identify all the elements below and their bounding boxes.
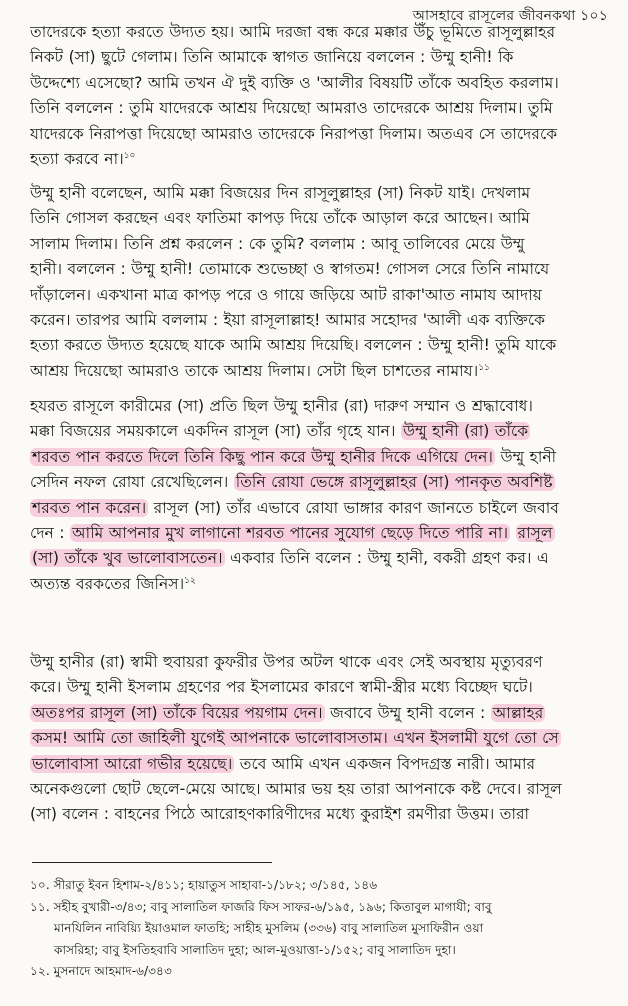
highlighted-text: আমি আপনার মুখ লাগানো শরবত পানের সুযোগ ছেড়ে দিতে পারি না।: [72, 524, 509, 543]
highlighted-text: অতঃপর রাসূল (সা) তাঁকে বিয়ের পয়গাম দেন।: [32, 703, 323, 722]
footnote-line: ১১. সহীহ বুখারী-৩/৪৩; বাবু সালাতিল ফাজরি ফিস সাফর-৬/১৯৫, ১৯৬; কিতাবুল মাগাযী; বাবু: [30, 899, 492, 914]
footnote-line: কাসরিহা; বাবু ইসতিহবাবি সালাতিদ দুহা; আল-মুওয়াত্তা-১/১৫২; বাবু সালাতিদ দুহা।: [54, 942, 456, 957]
footnote-line: মানযিলিন নাবিয়্যি ইয়াওমাল ফাতহি; সাহীহ মুসলিম (৩৩৬) বাবু সালাতিল মুসাফিরীন ওয়া: [54, 921, 484, 935]
text-line: করে। উম্মু হানী ইসলাম গ্রহণের পর ইসলামের কারণে স্বামী-স্ত্রীর মধ্যে বিচ্ছেদ ঘটে।: [30, 678, 533, 697]
text-line: ভালোবাসা আরো গভীর হয়েছে। তবে আমি এখন একজন বিপদগ্রস্ত নারী। আমার: [32, 754, 536, 773]
highlighted-text: উম্মু হানী (রা) তাঁকে: [402, 422, 529, 441]
paragraph-2: [30, 181, 610, 384]
footnote-ref: ১২: [184, 575, 196, 586]
text-line: অত্যন্ত বরকতের জিনিস।$^{১২}$: [30, 574, 196, 593]
text-line: সালাম দিলাম। তিনি প্রশ্ন করলেন : কে তুমি? বললাম : আবূ তালিবের মেয়ে উম্মু: [30, 234, 525, 253]
text-line: আশ্রয় দিয়েছো আমরাও তাকে আশ্রয় দিলাম। সেটা ছিল চাশতের নামায।$^{১১}$: [30, 361, 490, 380]
highlighted-text: শরবত পান করেন।: [32, 498, 147, 517]
footnote-ref: ১১: [478, 362, 490, 373]
text-line: উদ্দেশ্যে এসেছো? আমি তখন ঐ দুই ব্যক্তি ও 'আলীর বিষয়টি তাঁকে অবহিত করলাম।: [30, 73, 559, 92]
highlighted-text: শরবত পান করতে দিলে তিনি কিছু পান করে উম্মু হানীর দিকে এগিয়ে দেন।: [32, 447, 494, 466]
footnote-divider: [32, 862, 272, 863]
highlighted-text: ভালোবাসা আরো গভীর হয়েছে।: [32, 754, 233, 773]
text-line: সেদিন নফল রোযা রেখেছিলেন। তিনি রোযা ভেঙ্গে রাসূলুল্লাহর (সা) পানকৃত অবশিষ্ট: [30, 473, 553, 492]
text-line: হত্যা করতে উদ্যত হয়েছে যাকে আমি আশ্রয় দিয়েছি। বললেন : উম্মু হানী! তুমি যাকে: [30, 336, 557, 355]
footnote-line: ১২. মুসনাদে আহমাদ-৬/৩৪৩: [30, 964, 172, 978]
highlighted-text: রাসূল: [517, 524, 553, 543]
footnote-line: ১০. সীরাতু ইবন হিশাম-২/৪১১; হায়াতুস সাহাবা-১/১৮২; ৩/১৪৫, ১৪৬: [30, 878, 378, 892]
paragraph-1: [30, 20, 610, 172]
highlighted-text: আল্লাহর: [492, 703, 544, 722]
running-header: আসহাবে রাসূলের জীবনকথা ১০১: [412, 8, 608, 24]
text-line: শরবত পান করতে দিলে তিনি কিছু পান করে উম্মু হানীর দিকে এগিয়ে দেন। উম্মু হানী: [32, 447, 557, 466]
text-line: অনেকগুলো ছোট ছেলে-মেয়ে আছে। আমার ভয় হয় তারা আপনাকে কষ্ট দেবে। রাসূল: [30, 780, 562, 799]
paragraph-4: [30, 650, 610, 828]
text-line: তিনি বললেন : তুমি যাদেরকে আশ্রয় দিয়েছো আমরাও তাদেরকে আশ্রয় দিলাম। তুমি: [30, 99, 553, 118]
text-line: তাদেরকে হত্যা করতে উদ্যত হয়। আমি দরজা বন্ধ করে মক্কার উঁচু ভূমিতে রাসূলুল্লাহর: [30, 23, 556, 41]
text-line: হত্যা করবে না।$^{১০}$: [30, 150, 136, 169]
highlighted-text: (সা) তাঁকে খুব ভালোবাসতেন।: [32, 549, 223, 568]
text-line: দেন : আমি আপনার মুখ লাগানো শরবত পানের সুযোগ ছেড়ে দিতে পারি না। রাসূল: [30, 524, 553, 543]
text-line: শরবত পান করেন। রাসূল (সা) তাঁর এভাবে রোযা ভাঙ্গার কারণ জানতে চাইলে জবাব: [32, 498, 559, 517]
footnote-ref: ১০: [123, 150, 136, 161]
highlighted-text: তিনি রোযা ভেঙ্গে রাসূলুল্লাহর (সা) পানকৃত অবশিষ্ট: [235, 473, 553, 492]
text-line: নিকট (সা) ছুটে গেলাম। তিনি আমাকে স্বাগত জানিয়ে বললেন : উম্মু হানী! কি: [30, 48, 514, 67]
text-line: তিনি গোসল করছেন এবং ফাতিমা কাপড় দিয়ে তাঁকে আড়াল করে আছেন। আমি: [30, 209, 530, 228]
text-line: অতঃপর রাসূল (সা) তাঁকে বিয়ের পয়গাম দেন। জবাবে উম্মু হানী বলেন : আল্লাহর: [32, 703, 544, 722]
highlighted-text: কসম! আমি তো জাহিলী যুগেই আপনাকে ভালোবাসতাম। এখন ইসলামী যুগে তো সে: [32, 729, 559, 748]
text-line: উম্মু হানীর (রা) স্বামী হুবায়রা কুফরীর উপর অটল থাকে এবং সেই অবস্থায় মৃত্যুবরণ: [30, 653, 543, 671]
text-line: (সা) বলেন : বাহনের পিঠে আরোহণকারিণীদের মধ্যে কুরাইশ রমণীরা উত্তম। তারা: [30, 805, 530, 824]
text-line: করেন। তারপর আমি বললাম : ইয়া রাসূলাল্লাহ! আমার সহোদর 'আলী এক ব্যক্তিকে: [30, 311, 546, 330]
text-line: যাদেরকে নিরাপত্তা দিয়েছো আমরাও তাদেরকে নিরাপত্তা দিলাম। অতএব সে তাদেরকে: [30, 124, 558, 143]
text-line: দাঁড়ালেন। একখানা মাত্র কাপড় পরে ও গায়ে জড়িয়ে আট রাকা'আত নামায আদায়: [30, 285, 542, 304]
text-line: উম্মু হানী বলেছেন, আমি মক্কা বিজয়ের দিন রাসূলুল্লাহর (সা) নিকট যাই। দেখলাম: [30, 184, 531, 202]
text-line: হানী। বললেন : উম্মু হানী! তোমাকে শুভেচ্ছা ও স্বাগতম! গোসল সেরে তিনি নামাযে: [30, 260, 550, 279]
text-line: হযরত রাসূলে কারীমের (সা) প্রতি ছিল উম্মু হানীর (রা) দারুণ সম্মান ও শ্রদ্ধাবোধ।: [30, 397, 533, 415]
text-line: [30, 726, 610, 751]
footnotes: [30, 875, 610, 983]
text-line: মক্কা বিজয়ের সময়কালে একদিন রাসূল (সা) তাঁর গৃহে যান। উম্মু হানী (রা) তাঁকে: [30, 422, 529, 441]
paragraph-3: [30, 394, 610, 597]
text-line: (সা) তাঁকে খুব ভালোবাসতেন। একবার তিনি বলেন : উম্মু হানী, বকরী গ্রহণ কর। এ: [32, 549, 549, 568]
